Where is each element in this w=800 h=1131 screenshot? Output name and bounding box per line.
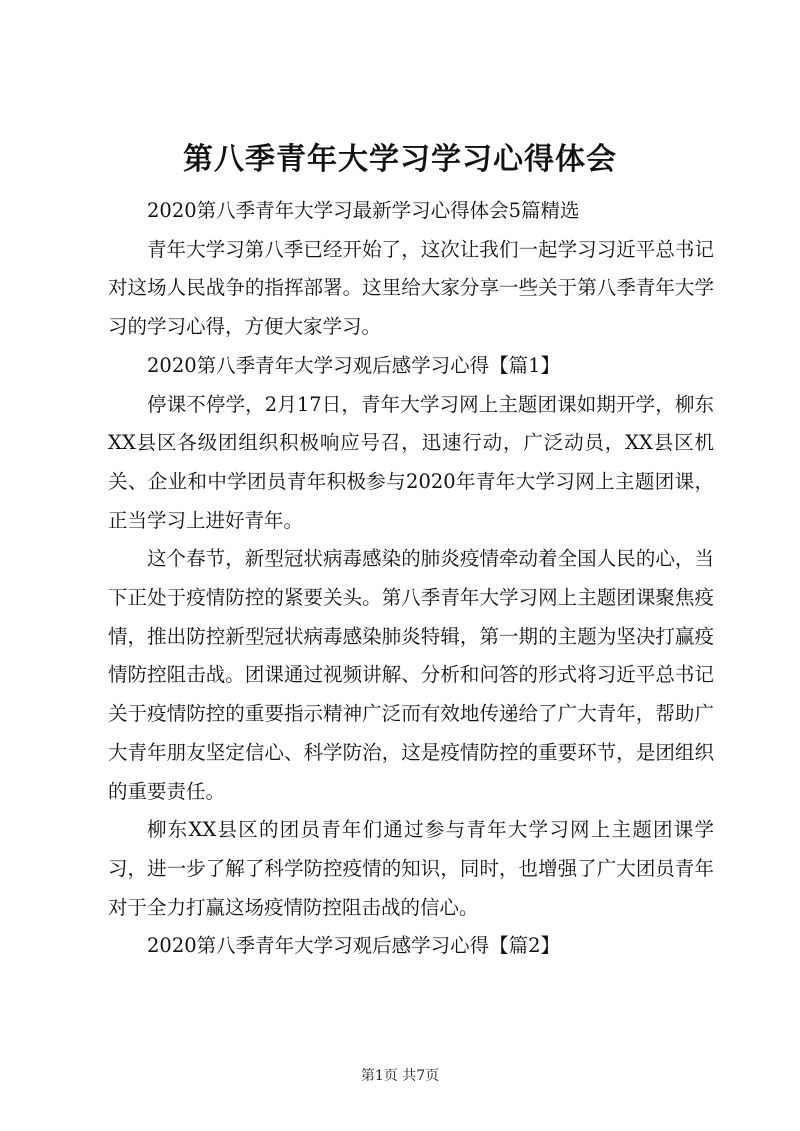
document-body (108, 192, 714, 966)
section-heading-2: 2020第八季青年大学习观后感学习心得【篇2】 (147, 934, 561, 958)
paragraph-body: 柳东XX县区的团员青年们通过参与青年大学习网上主题团课学习，进一步了解了科学防控疫情的知识，同时，也增强了广大团员青年对于全力打赢这场疫情防控阻击战的信心。 (108, 818, 714, 919)
page-number-footer: 第1页 共7页 (360, 1068, 440, 1084)
paragraph-subtitle: 2020第八季青年大学习最新学习心得体会5篇精选 (147, 199, 580, 222)
paragraph-body: 这个春节，新型冠状病毒感染的肺炎疫情牵动着全国人民的心，当下正处于疫情防控的紧要关头。第八季青年大学习网上主题团课聚焦疫情，推出防控新型冠状病毒感染肺炎特辑，第一期的主题为坚决打赢疫情防控阻击战。团课通过视频讲解、分析和问答的形式将习近平总书记关于疫情防控的重要指示精神广泛而有效地传递给了广大青年，帮助广大青年朋友坚定信心、科学防治，这是疫情防控的重要环节，是团组织的重要责任。 (108, 547, 714, 803)
paragraph-intro: 青年大学习第八季已经开始了，这次让我们一起学习习近平总书记对这场人民战争的指挥部署。这里给大家分享一些关于第八季青年大学习的学习心得，方便大家学习。 (108, 237, 714, 339)
document-title: 第八季青年大学习学习心得体会 (183, 142, 617, 177)
paragraph-body: 停课不停学，2月17日，青年大学习网上主题团课如期开学，柳东XX县区各级团组织积极响应号召，迅速行动，广泛动员，XX县区机关、企业和中学团员青年积极参与2020年青年大学习网上主题团课，正当学习上进好青年。 (108, 392, 714, 532)
section-heading-1: 2020第八季青年大学习观后感学习心得【篇1】 (147, 353, 561, 377)
